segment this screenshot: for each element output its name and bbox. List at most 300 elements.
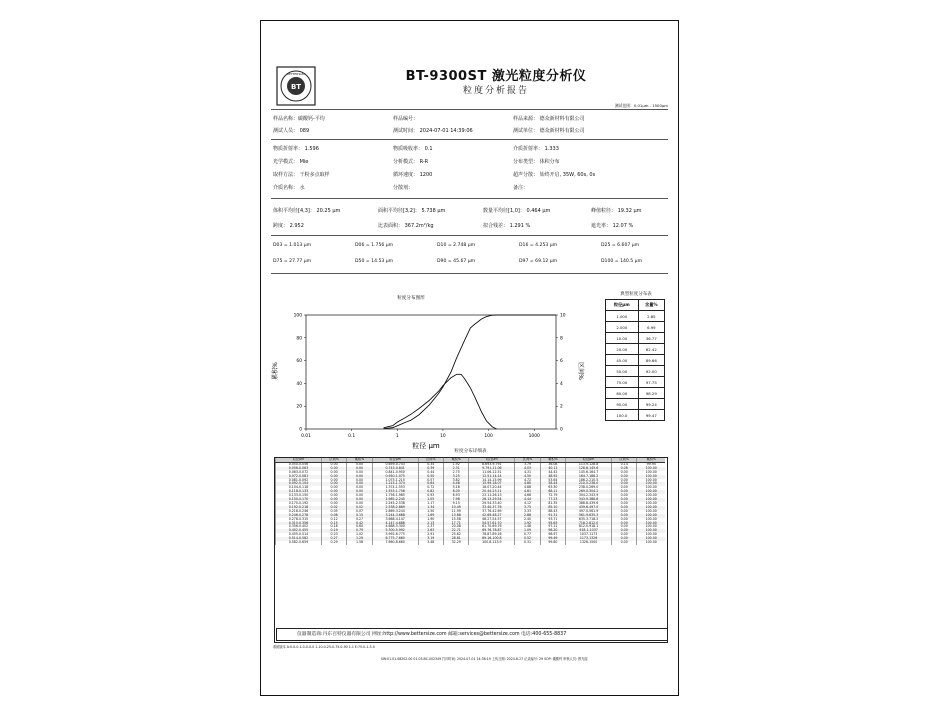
detail-header: 区间% <box>612 458 637 462</box>
detail-cell: 37.76-42.69 <box>469 510 515 514</box>
circulation-speed: 循环速度： 1200 <box>393 172 433 178</box>
detail-cell: 0.15 <box>347 514 372 518</box>
detail-cell: 0.00 <box>612 490 637 494</box>
detail-cell: 1.69 <box>418 514 443 518</box>
detail-cell: 36.08 <box>540 462 565 466</box>
footer-bar <box>276 628 668 641</box>
detail-cell: 11.99 <box>444 510 469 514</box>
x-tick-label: 1000 <box>528 434 540 439</box>
detail-cell: 0.52 <box>515 537 540 541</box>
detail-cell: 2.88 <box>515 514 540 518</box>
detail-header: 区间% <box>321 458 346 462</box>
detail-cell: 4.44 <box>515 498 540 502</box>
vol-mean: 体积平均径[4,3]： 20.25 μm <box>273 208 341 214</box>
y-right-tick-label: 2 <box>560 404 563 410</box>
detail-cell: 1.17 <box>418 502 443 506</box>
area-mean: 面积平均径[3,2]： 5.738 μm <box>378 208 446 214</box>
detail-cell: 0.57 <box>418 479 443 483</box>
typical-size: 10.00 <box>606 333 639 344</box>
detail-header: 累积% <box>540 458 565 462</box>
report-title: BT-9300ST 激光粒度分析仪 <box>405 69 587 84</box>
detail-cell: 1.92 <box>515 522 540 526</box>
detail-cell: 0.514-0.582 <box>276 537 322 541</box>
detail-cell: 0.056-0.063 <box>276 467 322 471</box>
detail-cell: 635.3-718.2 <box>566 518 612 522</box>
version-note: 系统版本 A:0-0-0-1-0-0-0-0 1-10-0-25-0-75-0-90 1-1 E:75-0-1-3-0 <box>273 645 375 649</box>
detail-cell: 2.75 <box>444 471 469 475</box>
detail-cell: 1.92 <box>444 462 469 466</box>
detail-cell: 497.0-561.9 <box>566 510 612 514</box>
detail-cell: 0.218-0.246 <box>276 510 322 514</box>
typical-content: 99.24 <box>638 399 664 410</box>
peak-size: 峰值粒径： 19.32 μm <box>591 208 642 214</box>
typical-content: 36.77 <box>638 333 664 344</box>
y-left-label: 累积% <box>272 362 279 380</box>
detail-cell: 78.87-89.16 <box>469 533 515 537</box>
typical-content: 89.66 <box>638 355 664 366</box>
detail-cell: 0.19 <box>321 529 346 533</box>
detail-cell: 0.00 <box>612 537 637 541</box>
detail-cell: 32.29 <box>444 541 469 545</box>
detail-cell: 0.64 <box>418 482 443 486</box>
detail-cell: 6.00 <box>444 490 469 494</box>
detail-cell: 4.88 <box>515 486 540 490</box>
specific-area: 比表面积： 367.2m²/kg <box>378 223 434 229</box>
detail-cell: 63.30 <box>540 486 565 490</box>
detail-cell: 3.33 <box>515 510 540 514</box>
detail-cell: 238.0-269.0 <box>566 486 612 490</box>
detail-cell: 0.00 <box>321 475 346 479</box>
y-right-tick-label: 0 <box>560 427 563 433</box>
detail-cell: 1.553-1.756 <box>372 490 418 494</box>
detail-cell: 2.37 <box>418 525 443 529</box>
material-ri: 物质折射率： 1.596 <box>273 146 319 152</box>
plot-frame <box>306 315 556 429</box>
detail-cell: 100.00 <box>637 529 665 533</box>
detail-cell: 1.90 <box>418 518 443 522</box>
detail-cell: 145.6-164.7 <box>566 471 612 475</box>
detail-cell: 918.1-1037 <box>566 529 612 533</box>
typical-size: 75.00 <box>606 377 639 388</box>
detail-header: 累积% <box>444 458 469 462</box>
detail-cell: 9.791-11.06 <box>469 467 515 471</box>
detail-cell: 0.00 <box>321 486 346 490</box>
detail-cell: 18.07-20.44 <box>469 486 515 490</box>
detail-cell: 1.374-1.553 <box>372 486 418 490</box>
detail-cell: 100.00 <box>637 518 665 522</box>
detail-cell: 0.081-0.092 <box>276 479 322 483</box>
detail-cell: 0.00 <box>347 486 372 490</box>
detail-cell: 164.7-186.2 <box>566 475 612 479</box>
detail-cell: 100.00 <box>637 525 665 529</box>
detail-cell: 3.75 <box>515 506 540 510</box>
detail-cell: 100.00 <box>637 533 665 537</box>
detail-cell: 0.118-0.133 <box>276 490 322 494</box>
detail-cell: 0.27 <box>347 518 372 522</box>
detail-cell: 388.8-439.6 <box>566 502 612 506</box>
detail-cell: 53.64 <box>540 479 565 483</box>
d50: D50 = 14.53 μm <box>355 259 394 264</box>
detail-cell: 85.10 <box>540 506 565 510</box>
detail-cell: 0.23 <box>321 533 346 537</box>
typical-table <box>599 291 673 421</box>
detail-cell: 0.05 <box>321 510 346 514</box>
detail-cell: 40.11 <box>540 467 565 471</box>
detail-cell: 304.2-343.9 <box>566 494 612 498</box>
detail-row <box>276 541 666 545</box>
detail-cell: 0.455-0.514 <box>276 533 322 537</box>
sample-name: 样品名称：碳酸钙-平均 <box>273 116 325 122</box>
detail-cell: 22.71 <box>444 529 469 533</box>
detail-cell: 0.00 <box>347 490 372 494</box>
detail-cell: 186.2-210.5 <box>566 479 612 483</box>
d97: D97 = 69.12 μm <box>519 259 558 264</box>
sample-number: 样品编号： <box>393 116 419 122</box>
x-tick-label: 10 <box>440 434 446 439</box>
typical-size: 45.00 <box>606 355 639 366</box>
detail-cell: 0.841-0.950 <box>372 471 418 475</box>
detail-cell: 100.00 <box>637 510 665 514</box>
detail-cell: 93.71 <box>540 518 565 522</box>
d10: D10 = 2.748 μm <box>437 243 476 248</box>
x-tick-label: 0.1 <box>348 434 356 439</box>
detail-cell: 0.02 <box>321 506 346 510</box>
sample-source: 样品来源： 德众新材料有限公司 <box>513 116 585 122</box>
detail-cell: 0.00 <box>321 502 346 506</box>
detail-cell: 29.54-33.40 <box>469 502 515 506</box>
detail-cell: 99.49 <box>540 537 565 541</box>
detail-cell: 5.18 <box>444 486 469 490</box>
detail-cell: 1.02 <box>347 533 372 537</box>
y-right-label: 区间% <box>577 362 584 380</box>
detail-cell: 718.2-812.0 <box>566 522 612 526</box>
obscuration: 遮光率： 12.07 % <box>591 223 634 229</box>
sampling-method: 取样方法： 干粉多点取样 <box>273 172 330 178</box>
typical-row <box>606 322 665 333</box>
detail-cell: 15.99-18.07 <box>469 482 515 486</box>
detail-table <box>275 458 665 545</box>
typical-title: 典型粒度分布表 <box>620 292 652 297</box>
detail-cell: 0.150-0.170 <box>276 498 322 502</box>
medium-ri: 介质折射率： 1.333 <box>513 146 559 152</box>
detail-cell: 0.00 <box>612 498 637 502</box>
detail-cell: 0.00 <box>612 479 637 483</box>
detail-cell: 2.31 <box>444 467 469 471</box>
detail-cell: 3.19 <box>418 537 443 541</box>
detail-cell: 0.00 <box>347 482 372 486</box>
detail-cell: 0.93 <box>418 494 443 498</box>
detail-cell: 4.81 <box>515 490 540 494</box>
detail-cell: 2.245-2.538 <box>372 502 418 506</box>
detail-cell: 0.00 <box>612 486 637 490</box>
detail-cell: 0.00 <box>321 471 346 475</box>
typical-row <box>606 410 665 421</box>
detail-header: 粒径μm <box>276 458 322 462</box>
detail-cell: 1.05 <box>418 498 443 502</box>
detail-cell: 0.50 <box>418 475 443 479</box>
detail-cell: 9.15 <box>444 502 469 506</box>
typical-content: 62.42 <box>638 344 664 355</box>
detail-cell: 0.39 <box>418 467 443 471</box>
detail-cell: 2.538-2.869 <box>372 506 418 510</box>
detail-cell: 1.075-1.215 <box>372 479 418 483</box>
detail-cell: 99.80 <box>540 541 565 545</box>
detail-cell: 7.98 <box>444 498 469 502</box>
detail-cell: 0.77 <box>515 533 540 537</box>
fit-residual: 拟合残差： 1.291 % <box>483 223 531 229</box>
typical-content: 99.47 <box>638 410 664 421</box>
detail-cell: 100.00 <box>637 486 665 490</box>
print-info: SW:01.01.08202.00 01.03.BC.002349 打印时间: 2024-07-01 14:38:19 上传日期: 2024-6-27 记录编号: 29 SOP: 碳酸钙 审核人员: 教光屋 <box>381 657 588 661</box>
detail-cell: 812.0-918.1 <box>566 525 612 529</box>
detail-cell: 0.34 <box>418 462 443 466</box>
typical-size: 95.00 <box>606 399 639 410</box>
detail-cell: 7.660-8.660 <box>372 541 418 545</box>
detail-cell: 0.00 <box>321 498 346 502</box>
typical-size: 80.00 <box>606 388 639 399</box>
detail-cell: 0.00 <box>612 533 637 537</box>
detail-cell: 0.00 <box>612 482 637 486</box>
detail-cell: 0.00 <box>612 529 637 533</box>
typical-row <box>606 388 665 399</box>
detail-cell: 5.992-6.775 <box>372 533 418 537</box>
detail-cell: 99.94 <box>637 462 665 466</box>
medium-name: 介质名称： 水 <box>273 185 305 191</box>
chart-title: 粒度分布图形 <box>397 296 425 301</box>
detail-cell: 343.9-388.8 <box>566 498 612 502</box>
detail-cell: 1.50 <box>418 510 443 514</box>
report-sheet <box>260 20 679 696</box>
detail-cell: 0.659-0.743 <box>372 462 418 466</box>
detail-cell: 1.34 <box>418 506 443 510</box>
detail-cell: 4.12 <box>515 502 540 506</box>
x-tick-label: 0.01 <box>301 434 311 439</box>
detail-cell: 2.13 <box>418 522 443 526</box>
detail-cell: 0.192-0.218 <box>276 506 322 510</box>
svg-text:BT: BT <box>290 83 302 91</box>
typical-size: 2.000 <box>606 322 639 333</box>
detail-cell: 439.6-497.0 <box>566 506 612 510</box>
detail-cell: 0.00 <box>612 471 637 475</box>
detail-cell: 4.46 <box>444 482 469 486</box>
detail-cell: 81.35 <box>540 502 565 506</box>
detail-cell: 1173-1326 <box>566 537 612 541</box>
manufacturer-info: 仪器制造商:丹东百特仪器有限公司 网址:http://www.bettersize.com 邮箱:services@bettersize.com 电话:400-655-8837 <box>297 632 567 637</box>
detail-cell: 68.11 <box>540 490 565 494</box>
detail-cell: 2.63 <box>418 529 443 533</box>
detail-cell: 100.00 <box>637 537 665 541</box>
detail-cell: 44.42 <box>540 471 565 475</box>
detail-cell: 17.71 <box>444 522 469 526</box>
typical-content: 97.75 <box>638 377 664 388</box>
detail-header: 粒径μm <box>372 458 418 462</box>
d16: D16 = 4.253 μm <box>519 243 558 248</box>
detail-cell: 20.08 <box>444 525 469 529</box>
detail-cell: 72.79 <box>540 494 565 498</box>
detail-cell: 0.18 <box>321 525 346 529</box>
detail-cell: 0.092-0.104 <box>276 482 322 486</box>
detail-cell: 4.72 <box>515 479 540 483</box>
typical-row <box>606 344 665 355</box>
detail-cell: 48.27-54.57 <box>469 518 515 522</box>
typical-size: 20.00 <box>606 344 639 355</box>
detail-cell: 3.25 <box>444 475 469 479</box>
detail-cell: 6.775-7.660 <box>372 537 418 541</box>
y-left-tick-label: 80 <box>296 336 302 342</box>
detail-cell: 98.97 <box>540 533 565 537</box>
d100: D100 = 140.5 μm <box>601 259 643 264</box>
distribution-type: 分布类型： 体积分布 <box>513 159 560 165</box>
d06: D06 = 1.756 μm <box>355 243 394 248</box>
detail-cell: 100.00 <box>637 514 665 518</box>
test-time: 测试时间： 2024-07-01 14:39:06 <box>393 128 473 134</box>
detail-cell: 4.68 <box>515 494 540 498</box>
detail-cell: 0.582-0.659 <box>276 541 322 545</box>
detail-cell: 210.5-238.0 <box>566 482 612 486</box>
detail-cell: 12.51-14.14 <box>469 475 515 479</box>
detail-cell: 54.57-61.70 <box>469 522 515 526</box>
detail-cell: 2.91 <box>418 533 443 537</box>
detail-cell: 14.14-15.99 <box>469 479 515 483</box>
detail-cell: 1326-1500 <box>566 541 612 545</box>
detail-cell: 0.278-0.315 <box>276 518 322 522</box>
detail-cell: 0.82 <box>418 490 443 494</box>
typical-content: 98.29 <box>638 388 664 399</box>
analysis-mode: 分析模式： R-R <box>393 159 429 165</box>
detail-title: 粒度分布详细表 <box>454 449 487 454</box>
x-tick-label: 1 <box>395 434 399 439</box>
y-right-tick-label: 6 <box>560 359 563 365</box>
typical-row <box>606 399 665 410</box>
detail-cell: 0.00 <box>321 479 346 483</box>
detail-cell: 100.00 <box>637 471 665 475</box>
detail-cell: 0.00 <box>347 494 372 498</box>
typical-header: 粒径μm <box>606 300 639 311</box>
detail-cell: 1.58 <box>347 541 372 545</box>
detail-cell: 100.00 <box>637 541 665 545</box>
x-label: 粒径 μm <box>412 442 440 450</box>
detail-cell: 0.050-0.056 <box>276 462 322 466</box>
optical-mode: 光学模式： Mie <box>273 159 309 165</box>
detail-cell: 0.08 <box>321 514 346 518</box>
detail-cell: 4.50 <box>515 475 540 479</box>
typical-size: 50.00 <box>606 366 639 377</box>
detail-cell: 0.170-0.192 <box>276 502 322 506</box>
svg-text:BETTERSIZE: BETTERSIZE <box>286 72 306 76</box>
detail-cell: 0.00 <box>612 475 637 479</box>
detail-cell: 4.80 <box>515 482 540 486</box>
detail-cell: 1037-1173 <box>566 533 612 537</box>
detail-cell: 4.03 <box>515 467 540 471</box>
detail-cell: 0.60 <box>347 525 372 529</box>
detail-cell: 0.12 <box>321 518 346 522</box>
typical-size: 100.0 <box>606 410 639 421</box>
d03: D03 = 1.013 μm <box>273 243 312 248</box>
bettersize-logo <box>276 66 316 106</box>
detail-cell: 98.20 <box>540 529 565 533</box>
detail-cell: 0.31 <box>515 541 540 545</box>
detail-header: 粒径μm <box>469 458 515 462</box>
detail-header: 累积% <box>637 458 665 462</box>
x-tick-label: 100 <box>484 434 493 439</box>
detail-cell: 0.42 <box>347 522 372 526</box>
d90: D90 = 45.67 μm <box>437 259 476 264</box>
detail-cell: 1.985-2.245 <box>372 498 418 502</box>
detail-cell: 0.00 <box>612 518 637 522</box>
detail-cell: 100.00 <box>637 494 665 498</box>
detail-cell: 0.15 <box>321 522 346 526</box>
typical-row <box>606 377 665 388</box>
detail-cell: 4.31 <box>515 471 540 475</box>
detail-cell: 58.44 <box>540 482 565 486</box>
typical-row <box>606 366 665 377</box>
y-left-tick-label: 40 <box>296 381 302 387</box>
typical-size: 1.000 <box>606 311 639 322</box>
detail-cell: 0.00 <box>612 494 637 498</box>
detail-cell: 0.27 <box>321 537 346 541</box>
detail-cell: 0.743-0.841 <box>372 467 418 471</box>
detail-cell: 3.48 <box>418 541 443 545</box>
detail-cell: 100.8-113.9 <box>469 541 515 545</box>
detail-cell: 3.79 <box>515 462 540 466</box>
detail-cell: 100.00 <box>637 479 665 483</box>
detail-cell: 0.72 <box>418 486 443 490</box>
test-unit: 测试单位： 德众新材料有限公司 <box>513 128 585 134</box>
detail-cell: 1.215-1.374 <box>372 482 418 486</box>
detail-cell: 15.58 <box>444 518 469 522</box>
typical-content: 2.85 <box>638 311 664 322</box>
detail-cell: 0.246-0.278 <box>276 514 322 518</box>
detail-cell: 1.29 <box>347 537 372 541</box>
detail-header: 累积% <box>347 458 372 462</box>
typical-content: 92.00 <box>638 366 664 377</box>
detail-cell: 0.00 <box>347 471 372 475</box>
detail-cell: 100.00 <box>637 522 665 526</box>
report-subtitle: 粒度分析报告 <box>462 86 529 96</box>
detail-cell: 0.07 <box>347 510 372 514</box>
typical-row <box>606 311 665 322</box>
y-right-tick-label: 4 <box>560 381 563 387</box>
detail-cell: 0.00 <box>347 479 372 483</box>
detail-cell: 0.063-0.072 <box>276 471 322 475</box>
detail-cell: 1.48 <box>515 525 540 529</box>
detail-cell: 6.93 <box>444 494 469 498</box>
y-right-tick-label: 10 <box>560 313 566 319</box>
test-range: 测试范围：0.01μm - 1500μm <box>614 103 668 108</box>
interval-curve <box>384 374 497 429</box>
detail-cell: 5.300-5.992 <box>372 529 418 533</box>
y-left-tick-label: 100 <box>293 313 302 319</box>
detail-cell: 0.00 <box>321 494 346 498</box>
detail-cell: 4.147-4.688 <box>372 522 418 526</box>
detail-cell: 89.16-100.8 <box>469 537 515 541</box>
y-right-tick-label: 8 <box>560 336 563 342</box>
remarks: 备注： <box>513 185 529 191</box>
detail-cell: 0.06 <box>612 467 637 471</box>
detail-cell: 0.00 <box>347 462 372 466</box>
detail-cell: 0.950-1.075 <box>372 475 418 479</box>
detail-cell: 0.00 <box>612 502 637 506</box>
detail-cell: 48.92 <box>540 475 565 479</box>
detail-cell: 97.11 <box>540 525 565 529</box>
y-left-tick-label: 0 <box>299 427 302 433</box>
detail-cell: 3.668-4.147 <box>372 518 418 522</box>
detail-cell: 42.69-48.27 <box>469 514 515 518</box>
typical-row <box>606 355 665 366</box>
detail-cell: 33.40-37.76 <box>469 506 515 510</box>
detail-cell: 3.244-3.668 <box>372 514 418 518</box>
detail-cell: 0.00 <box>321 490 346 494</box>
